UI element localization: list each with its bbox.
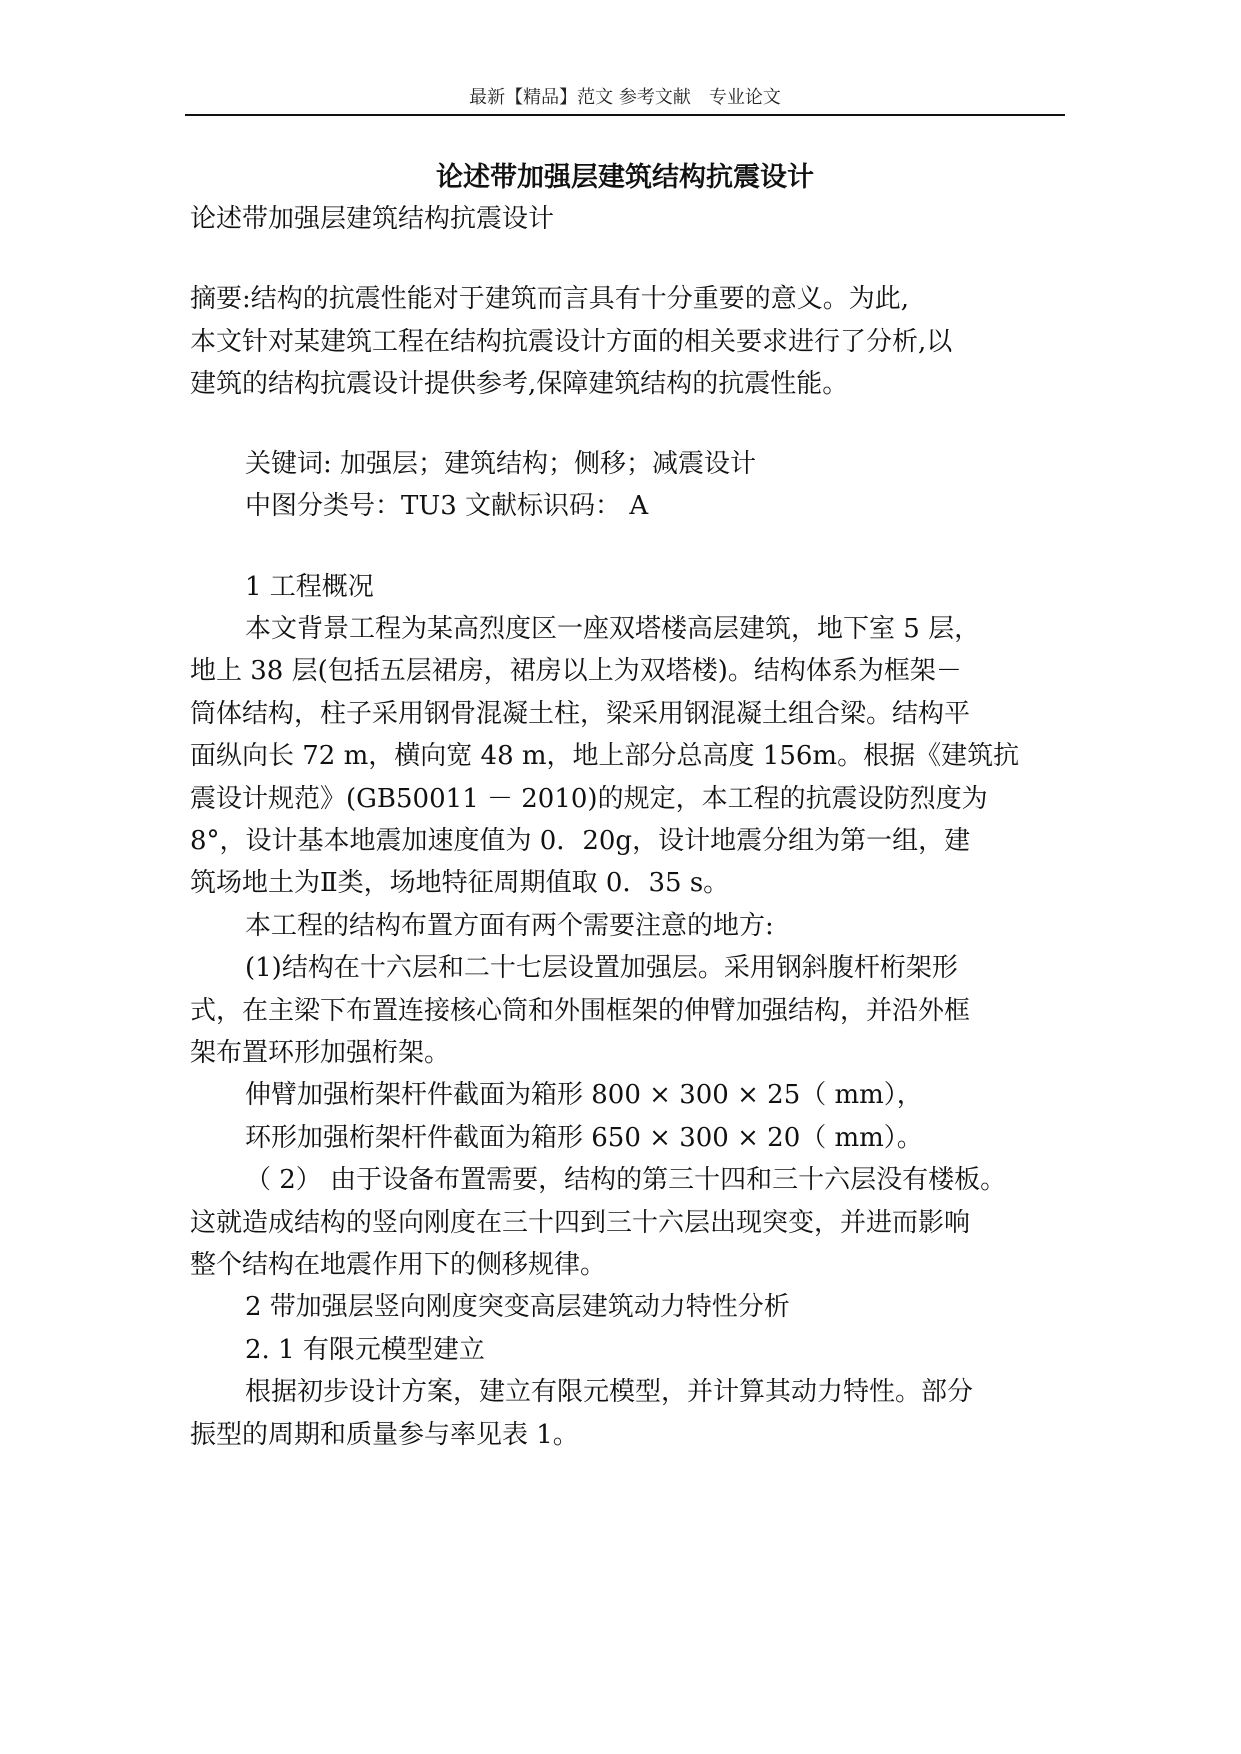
section-heading: 2 带加强层竖向刚度突变高层建筑动力特性分析: [245, 1292, 790, 1322]
body-line: 式，在主梁下布置连接核心筒和外围框架的伸臂加强结构，并沿外框: [190, 996, 971, 1026]
body-line: （ 2） 由于设备布置需要，结构的第三十四和三十六层没有楼板。: [245, 1165, 1007, 1195]
section-heading: 1 工程概况: [245, 572, 374, 602]
body-line: 地上 38 层(包括五层裙房，裙房以上为双塔楼)。结构体系为框架－: [190, 656, 962, 686]
abstract-line: 摘要:结构的抗震性能对于建筑而言具有十分重要的意义。为此,: [190, 284, 910, 314]
body-line: 振型的周期和质量参与率见表 1。: [190, 1420, 579, 1450]
page-header: 最新【精品】范文 参考文献 专业论文: [469, 87, 781, 108]
body-line: (1)结构在十六层和二十七层设置加强层。采用钢斜腹杆桁架形: [245, 953, 958, 983]
subsection-heading: 2. 1 有限元模型建立: [245, 1335, 485, 1365]
abstract-line: 本文针对某建筑工程在结构抗震设计方面的相关要求进行了分析,以: [190, 327, 953, 357]
header-rule: [185, 114, 1065, 116]
body-line: 根据初步设计方案，建立有限元模型，并计算其动力特性。部分: [245, 1377, 974, 1407]
spec-line: 伸臂加强桁架杆件截面为箱形 800 × 300 × 25（ mm），: [245, 1080, 923, 1110]
body-line: 震设计规范》(GB50011 － 2010)的规定，本工程的抗震设防烈度为: [190, 784, 988, 814]
classification: 中图分类号：TU3 文献标识码： A: [245, 491, 649, 521]
spec-line: 环形加强桁架杆件截面为箱形 650 × 300 × 20（ mm）。: [245, 1123, 923, 1153]
keywords: 关键词: 加强层；建筑结构；侧移；减震设计: [245, 449, 757, 479]
body-line: 整个结构在地震作用下的侧移规律。: [190, 1250, 607, 1280]
body-line: 本工程的结构布置方面有两个需要注意的地方:: [245, 911, 774, 941]
body-line: 这就造成结构的竖向刚度在三十四到三十六层出现突变，并进而影响: [190, 1208, 971, 1238]
document-title: 论述带加强层建筑结构抗震设计: [436, 162, 814, 193]
body-line: 筑场地土为Ⅱ类，场地特征周期值取 0．35 s。: [190, 868, 730, 898]
body-line: 面纵向长 72 m，横向宽 48 m，地上部分总高度 156m。根据《建筑抗: [190, 741, 1020, 771]
body-line: 架布置环形加强桁架。: [190, 1038, 451, 1068]
subtitle: 论述带加强层建筑结构抗震设计: [190, 204, 555, 234]
body-line: 本文背景工程为某高烈度区一座双塔楼高层建筑，地下室 5 层，: [245, 614, 981, 644]
body-line: 筒体结构，柱子采用钢骨混凝土柱，梁采用钢混凝土组合梁。结构平: [190, 699, 971, 729]
body-line: 8°，设计基本地震加速度值为 0．20g，设计地震分组为第一组，建: [190, 826, 971, 856]
abstract-line: 建筑的结构抗震设计提供参考,保障建筑结构的抗震性能。: [190, 369, 849, 399]
